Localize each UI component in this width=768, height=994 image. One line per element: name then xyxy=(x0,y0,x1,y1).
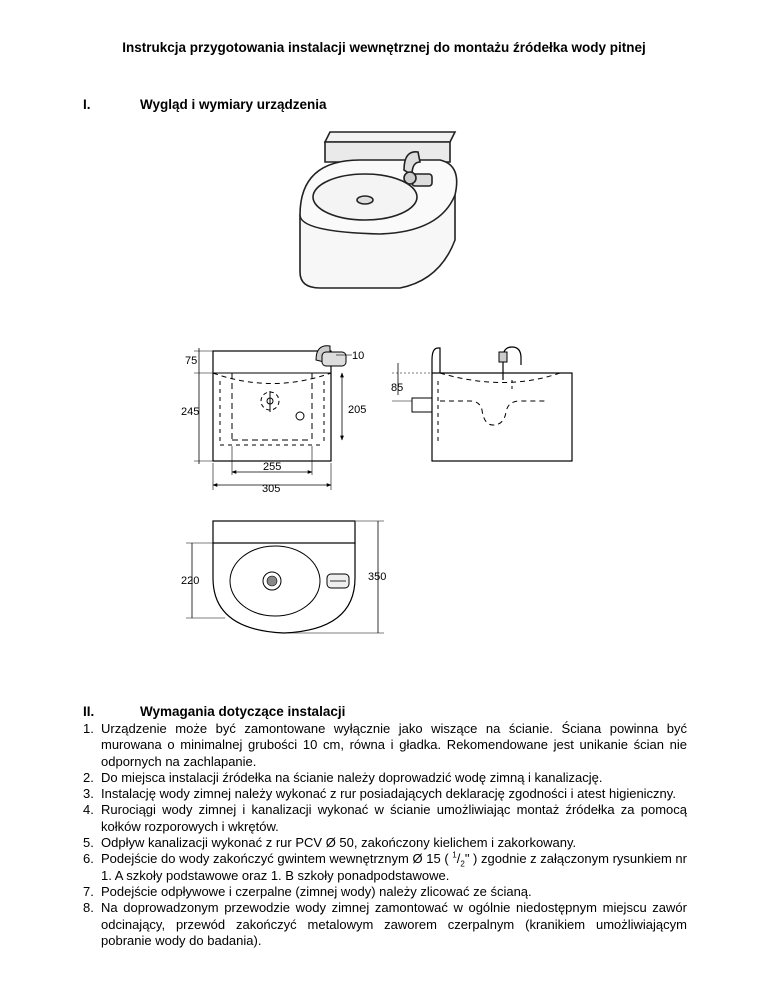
section-number: II. xyxy=(83,704,95,719)
dim-plan-depth-inner: 220 xyxy=(181,575,200,587)
list-item: 6. Podejście do wody zakończyć gwintem wewnętrznym Ø 15 ( $^1/_2$" ) zgodnie z załączonym rysunkiem nr 1. A szkoły podstawowe oraz 1. B szkoły ponadpodstawowe. xyxy=(83,851,687,883)
section-title: Wygląd i wymiary urządzenia xyxy=(140,97,327,112)
list-item: 7. Podejście odpływowe i czerpalne (zimnej wody) należy zlicować ze ścianą. xyxy=(83,883,532,899)
dim-side-inlet: 85 xyxy=(391,382,404,394)
side-view xyxy=(392,347,572,461)
list-item: 5. Odpływ kanalizacji wykonać z rur PCV Ø 50, zakończony kielichem i zakorkowany. xyxy=(83,835,577,851)
requirements-list xyxy=(83,721,687,949)
list-item: 2. Do miejsca instalacji źródełka na ścianie należy doprowadzić wodę zimną i kanalizację. xyxy=(83,769,603,785)
list-item: 8. Na doprowadzonym przewodzie wody zimnej zamontować w ogólnie niedostępnym miejscu zawór odcinający, przewód zakończyć metalowym zaworem czerpalnym (kranikiem umożliwiającym pobranie wody do badania). xyxy=(83,900,687,948)
fountain-illustration xyxy=(300,132,457,288)
dim-outer-width: 305 xyxy=(262,483,281,495)
plan-view xyxy=(186,521,387,633)
dim-inner-height: 205 xyxy=(348,404,367,416)
section-title: Wymagania dotyczące instalacji xyxy=(140,704,346,719)
list-item: 3. Instalację wody zimnej należy wykonać z rur posiadających deklarację zgodności i atest higieniczny. xyxy=(83,786,676,802)
dim-front-top: 75 xyxy=(185,355,198,367)
document-title: Instrukcja przygotowania instalacji wewnętrznej do montażu źródełka wody pitnej xyxy=(122,40,646,55)
dim-spout: 10 xyxy=(352,350,365,362)
section-number: I. xyxy=(83,97,91,112)
list-item: 1. Urządzenie może być zamontowane wyłącznie jako wiszące na ścianie. Ściana powinna być murowana o minimalnej grubości 10 cm, równa i gładka. Rekomendowane jest unikanie ścian nie odpornych na zachlapanie. xyxy=(83,721,687,769)
dim-plan-depth-outer: 350 xyxy=(368,571,387,583)
dim-front-height: 245 xyxy=(181,406,200,418)
dim-inner-width: 255 xyxy=(263,461,282,473)
list-item: 4. Rurociągi wody zimnej i kanalizacji wykonać w ścianie umożliwiając montaż źródełka za pomocą kołków rozporowych i wkrętów. xyxy=(83,802,687,834)
